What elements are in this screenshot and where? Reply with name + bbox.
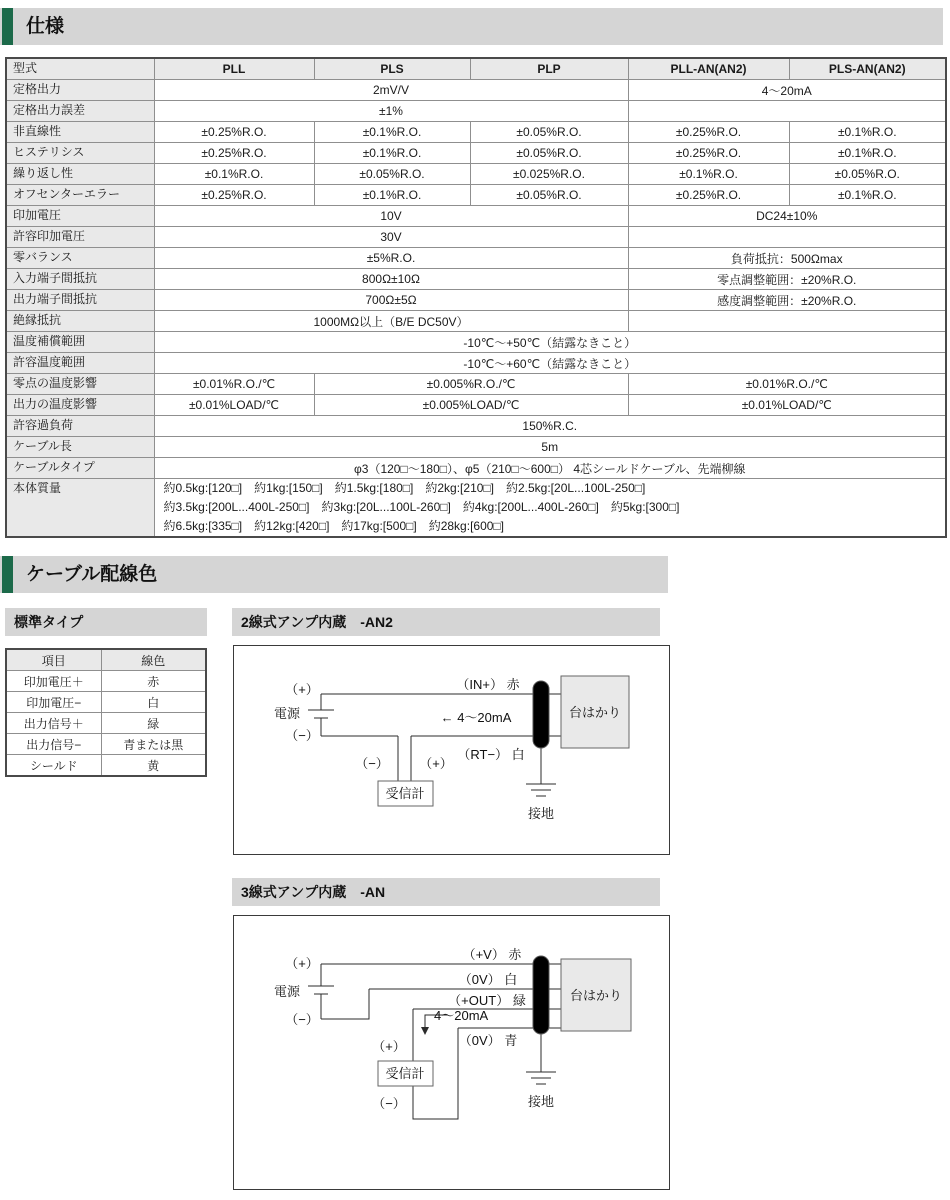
platform-scale-label: 台はかり (569, 988, 623, 1003)
spec-cell: ±5%R.O. (154, 248, 628, 269)
wire-rt-minus-white-label: （RT−） 白 (457, 747, 525, 762)
current-arrow-head (421, 1027, 429, 1035)
spec-row-label: 繰り返し性 (6, 164, 154, 185)
spec-cell (628, 227, 946, 248)
spec-row-label: 定格出力誤差 (6, 101, 154, 122)
spec-cell: ±1% (154, 101, 628, 122)
spec-row (6, 353, 946, 374)
section-header-spec (0, 8, 943, 45)
spec-cell: ±0.05%R.O. (470, 185, 628, 206)
spec-row (6, 395, 946, 416)
spec-row-label: 零バランス (6, 248, 154, 269)
spec-cell: ±0.1%R.O. (314, 143, 470, 164)
power-plus-label: （+） (285, 682, 319, 697)
spec-cell: ±0.25%R.O. (154, 143, 314, 164)
spec-row-label: 許容印加電圧 (6, 227, 154, 248)
spec-row-label: 入力端子間抵抗 (6, 269, 154, 290)
spec-row (6, 269, 946, 290)
cable-shield-capsule (533, 681, 549, 748)
power-label: 電源 (273, 706, 301, 721)
wire-color-cell: 緑 (101, 713, 206, 734)
spec-cell: ±0.01%LOAD/℃ (628, 395, 946, 416)
spec-cell (154, 479, 946, 538)
spec-cell: ±0.25%R.O. (628, 143, 789, 164)
spec-cell-line: 約6.5kg:[335□] 約12kg:[420□] 約17kg:[500□] 約28kg:[600□] (163, 519, 505, 533)
spec-row-label: 許容過負荷 (6, 416, 154, 437)
spec-cell: 30V (154, 227, 628, 248)
wire-color-row (6, 713, 206, 734)
spec-row (6, 248, 946, 269)
spec-cell: 800Ω±10Ω (154, 269, 628, 290)
current-4-20ma-label: 4～20mA (434, 1008, 489, 1023)
spec-cell: 150%R.C. (154, 416, 946, 437)
spec-cell: ±0.01%R.O./℃ (154, 374, 314, 395)
spec-cell: φ3（120□～180□）、φ5（210□～600□） 4芯シールドケーブル、先端柳線 (154, 458, 946, 479)
wire-color-cell: 白 (101, 692, 206, 713)
spec-cell: 700Ω±5Ω (154, 290, 628, 311)
wire-color-row (6, 755, 206, 777)
cable-shield-capsule (533, 956, 549, 1034)
green-accent-bar (2, 8, 13, 45)
wire-color-header-row (6, 649, 206, 671)
spec-cell: -10℃～+60℃（結露なきこと） (154, 353, 946, 374)
spec-row (6, 437, 946, 458)
wire-color-row (6, 671, 206, 692)
power-minus-label: （−） (285, 728, 319, 743)
spec-header-PLP: PLP (470, 58, 628, 80)
power-label: 電源 (273, 984, 301, 999)
wire-color-header: 線色 (101, 649, 206, 671)
spec-row-label: オフセンターエラー (6, 185, 154, 206)
wire-plus-v-red-label: （+V） 赤 (462, 947, 522, 962)
spec-row (6, 164, 946, 185)
spec-header-model: 型式 (6, 58, 154, 80)
subheader-standard-type: 標準タイプ (5, 608, 207, 636)
spec-cell: ±0.01%LOAD/℃ (154, 395, 314, 416)
spec-cell: ±0.1%R.O. (789, 122, 946, 143)
wire-color-cell: 出力信号＋ (6, 713, 101, 734)
spec-header-PLS: PLS (314, 58, 470, 80)
spec-cell: ±0.25%R.O. (154, 185, 314, 206)
spec-cell: ±0.05%R.O. (470, 143, 628, 164)
wire-color-table (5, 648, 207, 777)
subheader-2wire-amp: 2線式アンプ内蔵 -AN2 (232, 608, 660, 636)
wire-color-cell: 赤 (101, 671, 206, 692)
section-header-cable-colors (0, 556, 668, 593)
wire-color-cell: シールド (6, 755, 101, 777)
spec-row (6, 143, 946, 164)
receiver-leads (398, 736, 411, 781)
spec-cell: 感度調整範囲：±20%R.O. (628, 290, 946, 311)
wiring-diagram-3wire (233, 915, 670, 1190)
current-4-20ma-label: ← 4～20mA (440, 710, 512, 725)
spec-header-PLL-AN(AN2): PLL-AN(AN2) (628, 58, 789, 80)
wire-in-plus-red-label: （IN+） 赤 (456, 677, 520, 692)
ground-symbol (526, 1034, 556, 1084)
spec-cell (628, 311, 946, 332)
spec-table (5, 57, 947, 538)
spec-cell: 負荷抵抗：500Ωmax (628, 248, 946, 269)
spec-row (6, 185, 946, 206)
spec-row-label: 絶縁抵抗 (6, 311, 154, 332)
spec-row (6, 80, 946, 101)
spec-row (6, 290, 946, 311)
section-title-cable-colors: ケーブル配線色 (26, 564, 158, 585)
wire-plus-out-green-label: （+OUT） 緑 (448, 993, 526, 1008)
receiver-plus-label: （+） (372, 1039, 406, 1054)
spec-cell-line: 約3.5kg:[200L...400L-250□] 約3kg:[20L...100L-260□] 約4kg:[200L...400L-260□] 約5kg:[300□] (163, 500, 680, 514)
receiver-label: 受信計 (385, 786, 425, 801)
spec-row (6, 479, 946, 538)
spec-cell: ±0.05%R.O. (789, 164, 946, 185)
spec-row (6, 122, 946, 143)
spec-cell: ±0.005%LOAD/℃ (314, 395, 628, 416)
power-minus-label: （−） (285, 1012, 319, 1027)
spec-cell: ±0.25%R.O. (628, 185, 789, 206)
spec-cell: 1000MΩ以上（B/E DC50V） (154, 311, 628, 332)
spec-cell: -10℃～+50℃（結露なきこと） (154, 332, 946, 353)
spec-row-label: 非直線性 (6, 122, 154, 143)
spec-header-PLL: PLL (154, 58, 314, 80)
platform-scale-label: 台はかり (568, 705, 622, 720)
spec-cell: ±0.025%R.O. (470, 164, 628, 185)
spec-row (6, 332, 946, 353)
spec-row-label: 定格出力 (6, 80, 154, 101)
wire-color-header: 項目 (6, 649, 101, 671)
spec-row (6, 227, 946, 248)
spec-cell (628, 101, 946, 122)
spec-row-label: 零点の温度影響 (6, 374, 154, 395)
receiver-minus-label: （−） (355, 756, 389, 771)
spec-cell: ±0.1%R.O. (789, 143, 946, 164)
receiver-minus-label: （−） (372, 1096, 406, 1111)
wire-color-cell: 黄 (101, 755, 206, 777)
spec-row (6, 311, 946, 332)
receiver-plus-label: （+） (419, 756, 453, 771)
spec-row-label: 許容温度範囲 (6, 353, 154, 374)
spec-row-label: 出力端子間抵抗 (6, 290, 154, 311)
spec-row-label: ヒステリシス (6, 143, 154, 164)
ground-label: 接地 (527, 1094, 555, 1109)
spec-row-label: 印加電圧 (6, 206, 154, 227)
power-plus-label: （+） (285, 956, 319, 971)
subheader-3wire-amp: 3線式アンプ内蔵 -AN (232, 878, 660, 906)
wire-color-row (6, 692, 206, 713)
spec-row (6, 416, 946, 437)
wire-color-cell: 出力信号− (6, 734, 101, 755)
spec-row (6, 101, 946, 122)
receiver-label: 受信計 (385, 1066, 425, 1081)
spec-cell: 2mV/V (154, 80, 628, 101)
wiring-diagram-2wire (233, 645, 670, 855)
wire-color-cell: 印加電圧− (6, 692, 101, 713)
spec-cell: 5m (154, 437, 946, 458)
spec-header-PLS-AN(AN2): PLS-AN(AN2) (789, 58, 946, 80)
spec-cell: ±0.05%R.O. (470, 122, 628, 143)
spec-cell-line: 約0.5kg:[120□] 約1kg:[150□] 約1.5kg:[180□] 約2kg:[210□] 約2.5kg:[20L...100L-250□] (163, 481, 646, 495)
spec-cell: ±0.1%R.O. (154, 164, 314, 185)
spec-row-label: 出力の温度影響 (6, 395, 154, 416)
wire-0v-blue-label: （0V） 青 (458, 1033, 518, 1048)
battery-return-path (321, 989, 369, 1019)
spec-row-label: ケーブル長 (6, 437, 154, 458)
wire-color-cell: 印加電圧＋ (6, 671, 101, 692)
spec-cell: ±0.25%R.O. (628, 122, 789, 143)
spec-cell: 零点調整範囲：±20%R.O. (628, 269, 946, 290)
spec-cell: ±0.1%R.O. (314, 122, 470, 143)
wire-0v-white-label: （0V） 白 (458, 972, 518, 987)
section-title-spec: 仕様 (26, 16, 65, 37)
spec-cell: ±0.005%R.O./℃ (314, 374, 628, 395)
spec-cell: ±0.25%R.O. (154, 122, 314, 143)
ground-symbol (526, 748, 556, 796)
spec-row (6, 206, 946, 227)
wire-color-cell: 青または黒 (101, 734, 206, 755)
spec-cell: 4～20mA (628, 80, 946, 101)
spec-cell: ±0.1%R.O. (314, 185, 470, 206)
green-accent-bar (2, 556, 13, 593)
spec-cell: ±0.1%R.O. (789, 185, 946, 206)
ground-label: 接地 (527, 806, 555, 821)
spec-header-row (6, 58, 946, 80)
battery-symbol (308, 964, 334, 1019)
spec-row-label: 本体質量 (6, 479, 154, 538)
spec-cell: ±0.1%R.O. (628, 164, 789, 185)
spec-row (6, 458, 946, 479)
spec-cell: ±0.01%R.O./℃ (628, 374, 946, 395)
spec-row-label: ケーブルタイプ (6, 458, 154, 479)
spec-row (6, 374, 946, 395)
wire-color-row (6, 734, 206, 755)
spec-cell: 10V (154, 206, 628, 227)
spec-row-label: 温度補償範囲 (6, 332, 154, 353)
spec-cell: DC24±10% (628, 206, 946, 227)
spec-cell: ±0.05%R.O. (314, 164, 470, 185)
